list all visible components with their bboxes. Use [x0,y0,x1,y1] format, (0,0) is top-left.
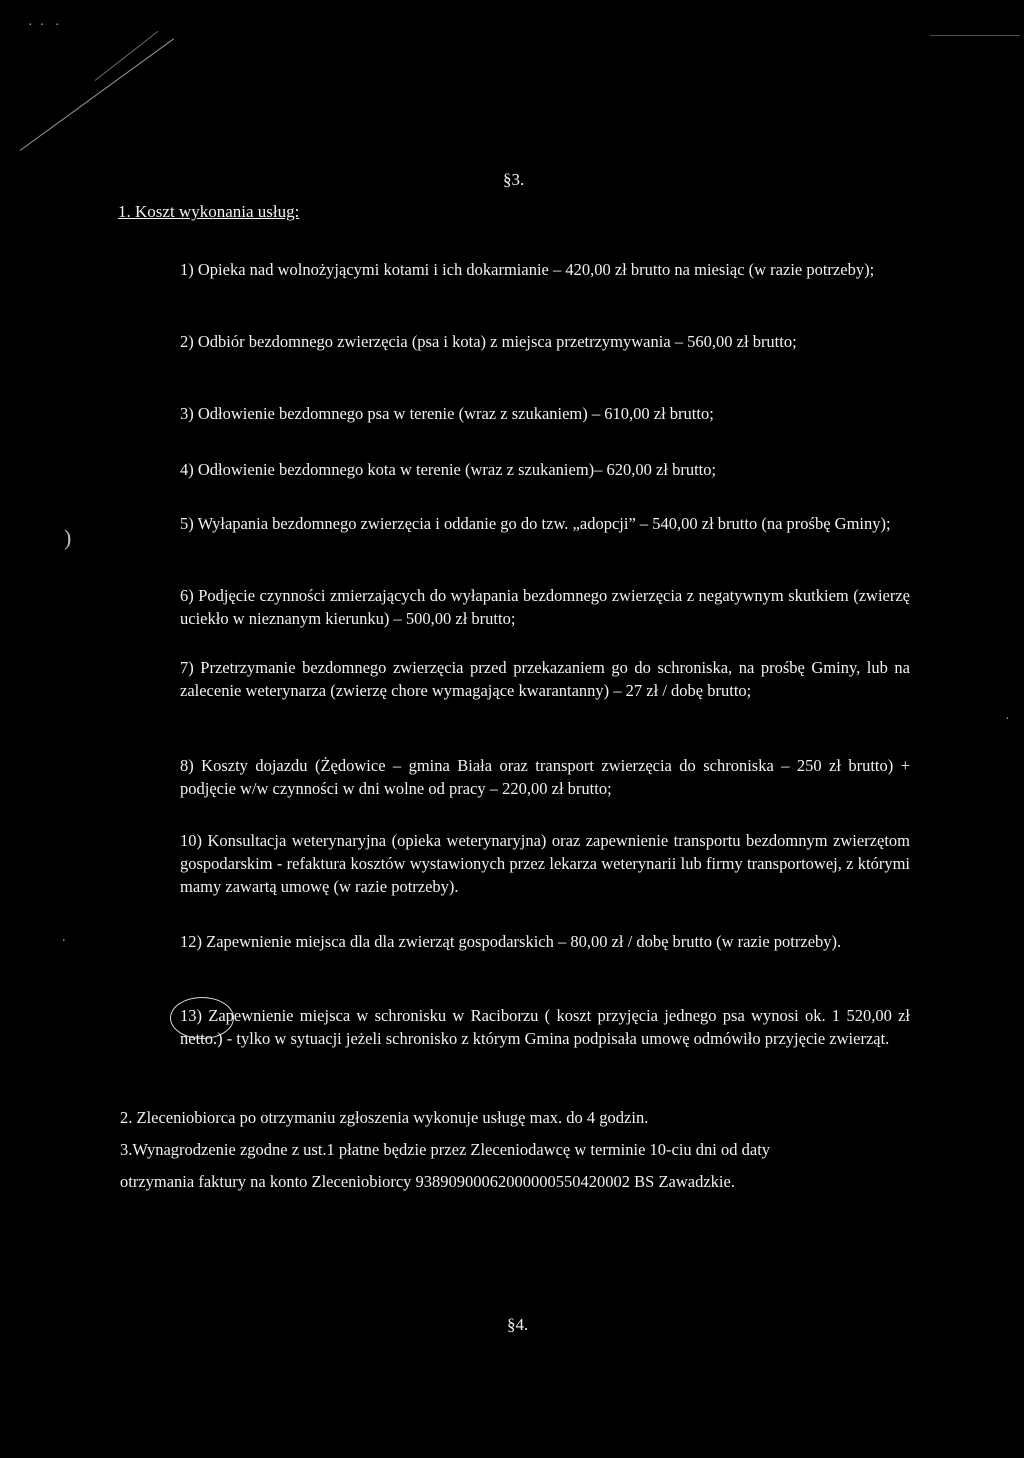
list-item [180,402,910,425]
list-item [180,656,910,702]
scan-artifact-dot: · · · [28,18,60,33]
item-text: 8) Koszty dojazdu (Żędowice – gmina Biała oraz transport zwierzęcia do schroniska – 250 zł brutto) + podjęcie w/w czynności w dni wolne od pracy – 220,00 zł brutto; [180,756,910,798]
item-text: 7) Przetrzymanie bezdomnego zwierzęcia przed przekazaniem go do schroniska, na prośbę Gminy, lub na zalecenie weterynarza (zwierzę chore wymagające kwarantanny) – 27 zł / dobę brutto; [180,658,910,700]
list-item [180,754,910,800]
item-text: 10) Konsultacja weterynaryjna (opieka weterynaryjna) oraz zapewnienie transportu bezdomnym zwierzętom gospodarskim - refaktura kosztów wystawionych przez lekarza weterynarii lub firmy transportowej, z którymi mamy zawartą umowę (w razie potrzeby). [180,831,910,896]
list-item [180,584,910,630]
point-3-line-2: otrzymania faktury na konto Zleceniobiorcy 93890900062000000550420002 BS Zawadzkie. [120,1172,735,1191]
list-item [180,512,910,535]
list-item [180,258,910,281]
closing-points [120,1102,910,1198]
list-item [180,930,910,953]
point-3-line-1: 3.Wynagrodzenie zgodne z ust.1 płatne będzie przez Zleceniodawcę w terminie 10-ciu dni od daty [120,1140,771,1159]
list-item [180,330,910,353]
item-text: 4) Odłowienie bezdomnego kota w terenie (wraz z szukaniem)– 620,00 zł brutto; [180,460,717,479]
point-2: 2. Zleceniobiorca po otrzymaniu zgłoszenia wykonuje usługę max. do 4 godzin. [120,1108,649,1127]
scan-artifact-line [20,38,174,150]
costs-heading: 1. Koszt wykonania usług: [118,202,300,221]
item-text: 5) Wyłapania bezdomnego zwierzęcia i oddanie go do tzw. „adopcji” – 540,00 zł brutto (na prośbę Gminy); [180,514,891,533]
scan-artifact-bracket: ) [64,525,72,550]
item-text: 13) Zapewnienie miejsca w schronisku w Raciborzu ( koszt przyjęcia jednego psa wynosi ok. 1 520,00 zł netto.) - tylko w sytuacji jeżeli schronisko z którym Gmina podpisała umowę odmówiło przyjęcie zwierząt. [180,1006,910,1048]
section-4-mark: §4. [507,1315,529,1334]
item-text: 12) Zapewnienie miejsca dla dla zwierząt gospodarskich – 80,00 zł / dobę brutto (w razie potrzeby). [180,932,842,951]
list-item [180,1004,910,1050]
list-item [180,829,910,898]
scan-artifact-dot: · [1005,712,1010,727]
item-text: 3) Odłowienie bezdomnego psa w terenie (wraz z szukaniem) – 610,00 zł brutto; [180,404,714,423]
item-text: 6) Podjęcie czynności zmierzających do wyłapania bezdomnego zwierzęcia z negatywnym skutkiem (zwierzę uciekło w nieznanym kierunku) – 500,00 zł brutto; [180,586,910,628]
item-text: 1) Opieka nad wolnożyjącymi kotami i ich dokarmianie – 420,00 zł brutto na miesiąc (w razie potrzeby); [180,260,875,279]
list-item [180,458,910,481]
scan-artifact-line [930,35,1020,36]
item-text: 2) Odbiór bezdomnego zwierzęcia (psa i kota) z miejsca przetrzymywania – 560,00 zł brutto; [180,332,797,351]
section-3-mark: §3. [503,170,525,189]
scan-artifact-dot: . [62,930,66,945]
